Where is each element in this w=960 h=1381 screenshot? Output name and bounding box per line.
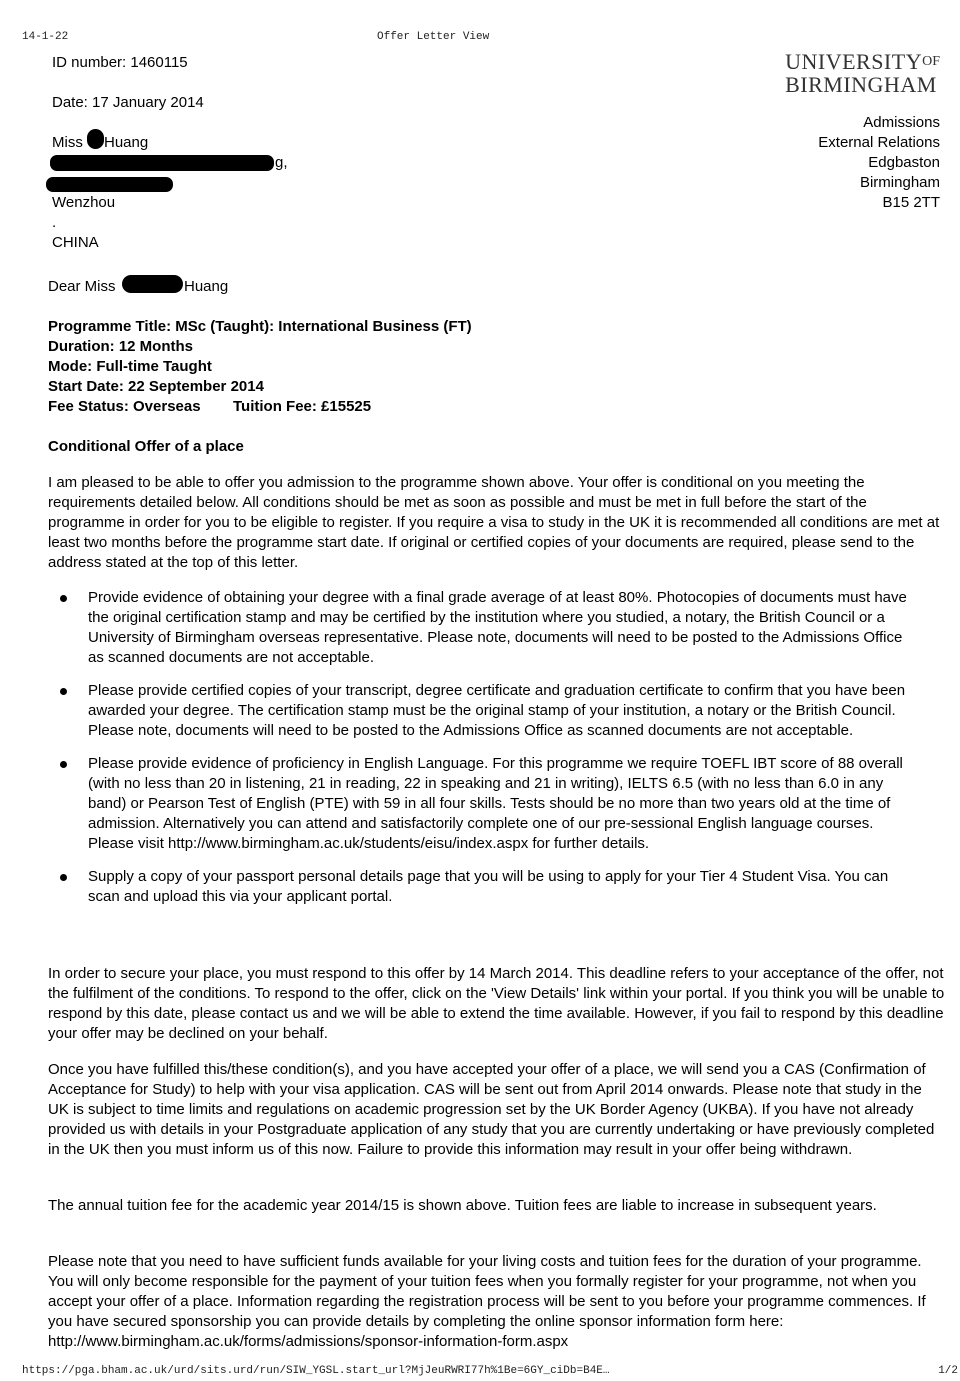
greeting-surname: Huang (184, 278, 229, 295)
print-url: https://pga.bham.ac.uk/urd/sits.urd/run/SIW_YGSL.start_url?MjJeuRWRI77h%1Be=6GY_ciDb=B4E… (22, 1365, 610, 1377)
redaction-mark (50, 155, 274, 171)
cas-paragraph: Once you have fulfilled this/these condition(s), and you have accepted your offer of a place, we will send you a CAS (Confirmation of Acceptance for Study) to help with your visa application. CAS will be sent out from April 2014 onwards. Please note that study in the UK is subject to time limits and regulations on academic progression set by the UK Border Agency (UKBA). If you have not already provided us with details in your Postgraduate application of any study that you are currently undertaking or have previously completed in the UK then you must inform us of this now. Failure to provide this information may result in your offer being withdrawn. (48, 1061, 935, 1158)
fee-paragraph: The annual tuition fee for the academic year 2014/15 is shown above. Tuition fees are liable to increase in subsequent years. (48, 1197, 877, 1214)
print-date: 14-1-22 (22, 31, 69, 43)
programme-start-date: Start Date: 22 September 2014 (48, 378, 264, 395)
recipient-dot: . (52, 214, 57, 231)
programme-title: Programme Title: MSc (Taught): International Business (FT) (48, 318, 472, 335)
conditions-list (48, 588, 908, 920)
condition-item: Supply a copy of your passport personal details page that you will be using to apply for your Tier 4 Student Visa. You can scan and upload this via your applicant portal. (48, 867, 908, 907)
address-line: Admissions (863, 114, 940, 131)
address-line: Edgbaston (868, 154, 940, 171)
programme-details (48, 317, 472, 417)
redaction-mark (87, 129, 104, 149)
print-page-number: 1/2 (938, 1365, 958, 1377)
letter-date: Date: 17 January 2014 (52, 94, 204, 111)
address-line: B15 2TT (882, 194, 940, 211)
redaction-mark (122, 275, 183, 293)
funds-paragraph: Please note that you need to have sufficient funds available for your living costs and tuition fees for the duration of your programme. You will only become responsible for the payment of your tuition fees when you formally register for your programme, not when you accept your offer of a place. Information regarding the registration process will be sent to you before your programme commences. If you have secured sponsorship you can provide details by completing the online sponsor information form here: http://www.birmingham.ac.uk/forms/admissions/sponsor-information-form.aspx (48, 1253, 926, 1350)
logo-of: OF (922, 54, 940, 69)
recipient-country: CHINA (52, 234, 99, 251)
address-line: Birmingham (859, 174, 940, 191)
recipient-surname: Huang (104, 134, 149, 151)
university-logo (785, 50, 940, 96)
sender-address (818, 113, 940, 213)
fee-status: Fee Status: Overseas (48, 398, 201, 415)
address-line: External Relations (818, 134, 940, 151)
id-number: ID number: 1460115 (52, 54, 188, 71)
condition-item: Provide evidence of obtaining your degree with a final grade average of at least 80%. Photocopies of documents must have the original certification stamp and may be certified by the institution where you studied, a notary, the British Council or a University of Birmingham overseas representative. Please note, documents will need to be posted to the Admissions Office as scanned documents are not acceptable. (48, 588, 908, 668)
intro-paragraph: I am pleased to be able to offer you admission to the programme shown above. Your offer is conditional on you meeting the requirements detailed below. All conditions should be met as soon as possible and must be met in full before the start of the programme in order for you to be eligible to register. If you require a visa to study in the UK it is recommended all conditions are met at least two months before the programme start date. If original or certified copies of your documents are required, please send to the address stated at the top of this letter. (48, 474, 940, 571)
programme-mode: Mode: Full-time Taught (48, 358, 212, 375)
offer-heading: Conditional Offer of a place (48, 438, 244, 455)
programme-duration: Duration: 12 Months (48, 338, 193, 355)
print-title: Offer Letter View (377, 31, 490, 43)
tuition-fee: Tuition Fee: £15525 (233, 398, 372, 415)
recipient-city: Wenzhou (52, 194, 116, 211)
logo-line1: UNIVERSITY (785, 49, 923, 74)
logo-line2: BIRMINGHAM (785, 72, 937, 97)
condition-item: Please provide evidence of proficiency in English Language. For this programme we require TOEFL IBT score of 88 overall (with no less than 20 in listening, 21 in reading, 22 in speaking and 21 in writing), IELTS 6.5 (with no less than 6.0 in any band) or Pearson Test of English (PTE) with 59 in all four skills. Tests should be no more than two years old at the time of admission. Alternatively you can attend and satisfactorily complete one of our pre-sessional English language courses. Please visit http://www.birmingham.ac.uk/students/eisu/index.aspx for further details. (48, 754, 908, 854)
recipient-name-prefix: Miss (52, 134, 83, 151)
recipient-address-line1: g, (275, 154, 288, 171)
respond-paragraph: In order to secure your place, you must respond to this offer by 14 March 2014. This deadline refers to your acceptance of the offer, not the fulfilment of the conditions. To respond to the offer, click on the 'View Details' link within your portal. If you think you will be unable to respond by this date, please contact us and we will be able to extend the time available. However, if you fail to respond by this deadline your offer may be declined on your behalf. (48, 965, 945, 1042)
redaction-mark (46, 177, 173, 192)
condition-item: Please provide certified copies of your transcript, degree certificate and graduation certificate to confirm that you have been awarded your degree. The certification stamp must be the original stamp of your institution, a notary or the British Council. Please note, documents will need to be posted to the Admissions Office as scanned documents are not acceptable. (48, 681, 908, 741)
greeting-prefix: Dear Miss (48, 278, 116, 295)
